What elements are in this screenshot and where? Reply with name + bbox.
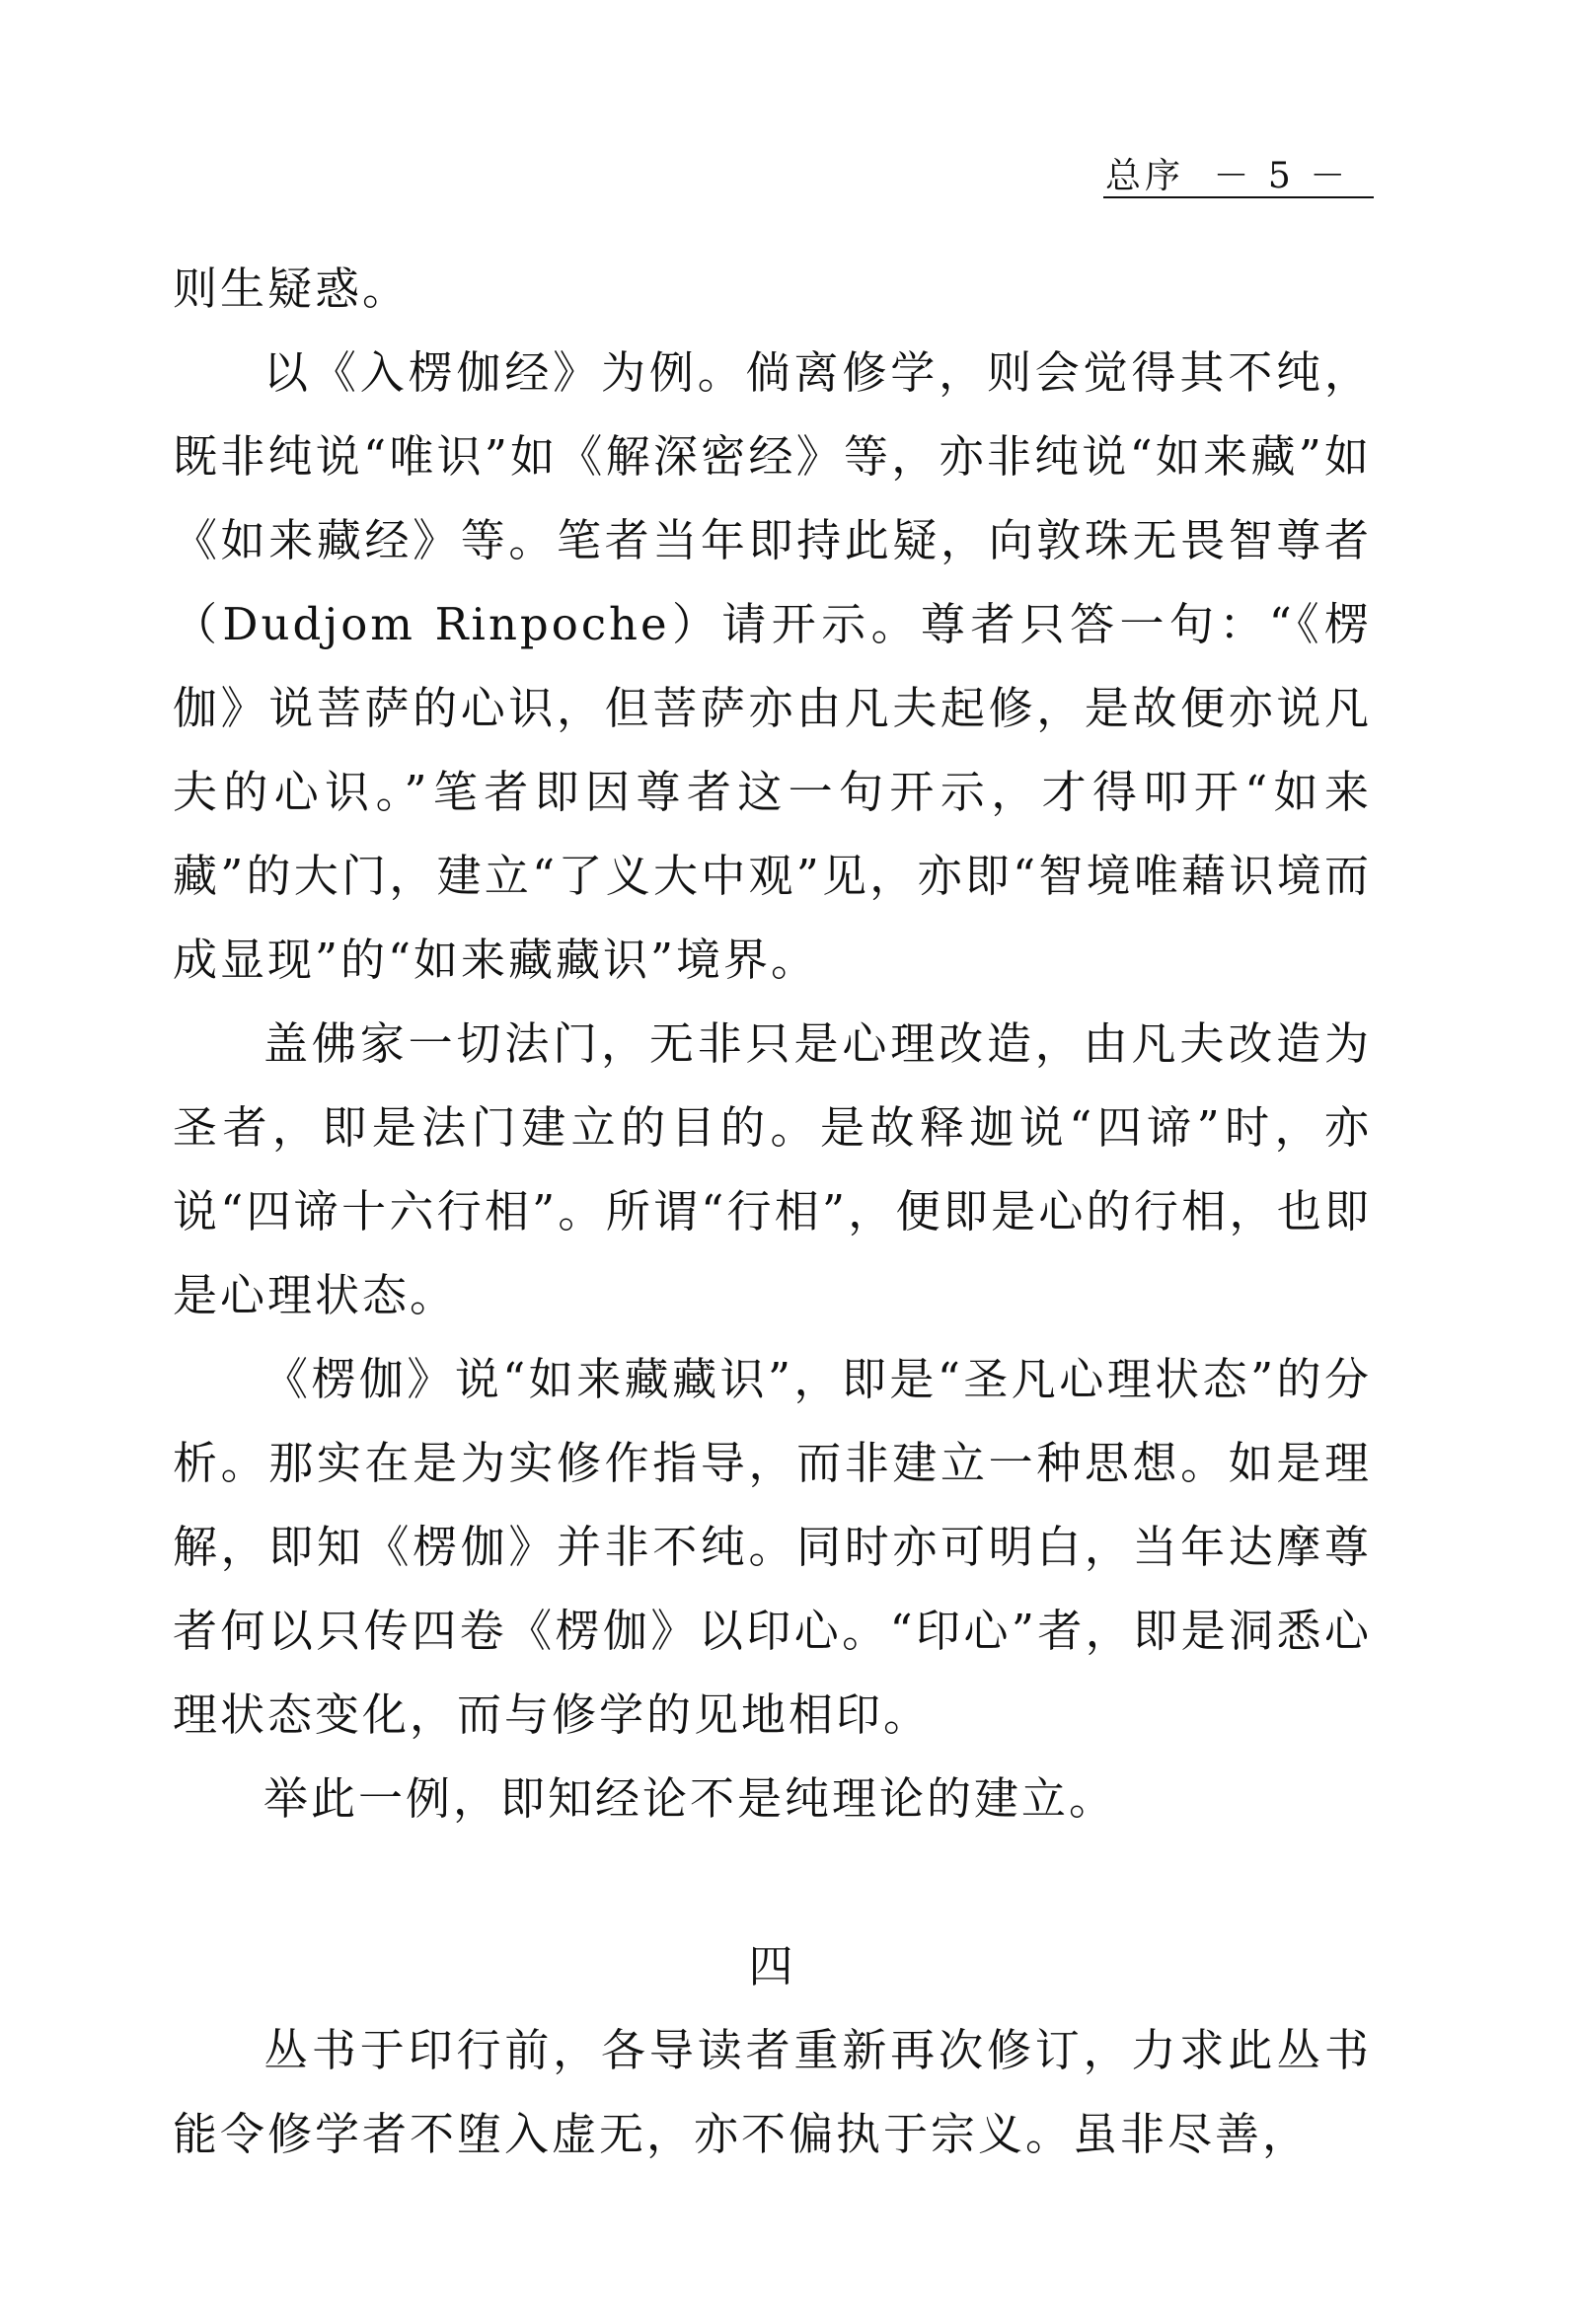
paragraph: 《楞伽》说“如来藏藏识”，即是“圣凡心理状态”的分析。那实在是为实修作指导，而非建立一种思想。如是理解，即知《楞伽》并非不纯。同时亦可明白，当年达摩尊者何以只传四卷《楞伽》以印心。“印心”者，即是洞悉心理状态变化，而与修学的见地相印。 [173, 1353, 1372, 1741]
page-number: － 5 － [1213, 156, 1350, 196]
paragraph-continuation: 则生疑惑。 [173, 262, 411, 315]
paragraph: 举此一例，即知经论不是纯理论的建立。 [263, 1772, 1117, 1825]
running-header [1105, 148, 1372, 198]
paragraph: 盖佛家一切法门，无非只是心理改造，由凡夫改造为圣者，即是法门建立的目的。是故释迦说“四谛”时，亦说“四谛十六行相”。所谓“行相”，便即是心的行相，也即是心理状态。 [173, 1017, 1372, 1321]
section-number: 四 [748, 1940, 796, 1992]
paragraph: 以《入楞伽经》为例。倘离修学，则会觉得其不纯，既非纯说“唯识”如《解深密经》等，亦非纯说“如来藏”如《如来藏经》等。笔者当年即持此疑，向敦珠无畏智尊者（Dudjom Rinpoche）请开示。尊者只答一句：“《楞伽》说菩萨的心识，但菩萨亦由凡夫起修，是故便亦说凡夫的心识。”笔者即因尊者这一句开示，才得叩开“如来藏”的大门，建立“了义大中观”见，亦即“智境唯藉识境而成显现”的“如来藏藏识”境界。 [173, 346, 1372, 986]
body-text [173, 247, 1372, 2176]
header-rule [1103, 196, 1374, 198]
header-section-title: 总序 [1105, 156, 1185, 196]
paragraph: 丛书于印行前，各导读者重新再次修订，力求此丛书能令修学者不堕入虚无，亦不偏执于宗义。虽非尽善， [173, 2024, 1372, 2160]
